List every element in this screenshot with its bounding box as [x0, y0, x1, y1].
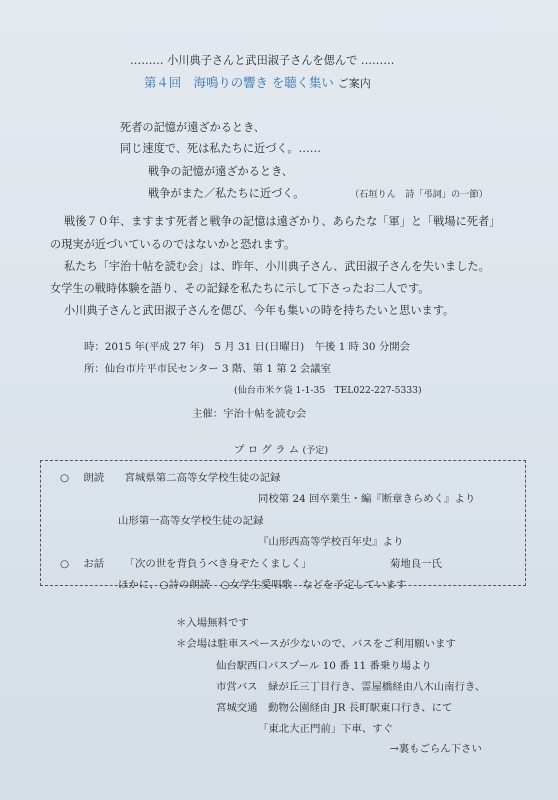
poem-line-1: 死者の記憶が遠ざかるとき、 — [120, 121, 265, 134]
body-paragraph-1-cont: の現実が近づいているのではないかと恐れます。 — [50, 238, 296, 251]
event-title — [144, 73, 371, 91]
program-item-2-label: お話 — [83, 558, 105, 570]
event-title-text: 第４回 海鳴りの響き を聴く集い — [144, 75, 334, 90]
poem-citation: （石垣りん 詩「弔詞」の一節） — [350, 189, 488, 200]
program-item-2-line2: ほかに、○詩の朗読 ○女学生愛唱歌 などを予定しています — [118, 579, 407, 591]
program-item-1-line4: 『山形西高等学校百年史』より — [258, 536, 404, 548]
program-heading-text: プ ロ グ ラ ム — [234, 444, 300, 456]
note-city-bus: 市営バス 緑が丘三丁目行き、霊屋橋経由八木山南行き、 — [216, 681, 486, 693]
program-item-2-marker: ○ — [60, 558, 70, 570]
note-admission: ＊入場無料です — [176, 617, 249, 629]
event-time: 時：2015 年(平成 27 年) 5 月 31 日(日曜日) 午後 1 時 30 分開会 — [84, 341, 410, 353]
program-item-1-label: 朗読 — [83, 472, 105, 484]
body-paragraph-1: 戦後７０年、ますます死者と戦争の記憶は遠ざかり、あらたな「軍」と「戦場に死者」 — [64, 215, 501, 228]
body-paragraph-3: 小川典子さんと武田淑子さんを偲び、今年も集いの時を持ちたいと思います。 — [64, 304, 455, 317]
event-address: (仙台市米ケ袋 1-1-35 TEL022-227-5333) — [234, 385, 422, 396]
poem-line-3: 戦争の記憶が遠ざかるとき、 — [148, 165, 293, 178]
body-paragraph-2-cont: 女学生の戦時体験を語り、その記録を私たちに示して下さったお二人です。 — [50, 282, 430, 295]
program-heading-note: (予定) — [302, 445, 329, 456]
program-item-1-marker: ○ — [60, 472, 70, 484]
program-item-talk — [60, 555, 312, 570]
event-place: 所：仙台市片平市民センター 3 階、第 1 第 2 会議室 — [84, 363, 332, 375]
program-item-reading — [60, 469, 280, 484]
program-item-1-line3: 山形第一高等女学校生徒の記録 — [118, 515, 264, 527]
event-title-suffix: ご案内 — [337, 77, 371, 90]
program-item-1-line1: 宮城県第二高等女学校生徒の記録 — [124, 472, 281, 484]
body-paragraph-2: 私たち「宇治十帖を読む会」は、昨年、小川典子さん、武田淑子さんを失いました。 — [64, 260, 490, 273]
note-overleaf: →裏もごらん下さい — [390, 743, 482, 755]
note-parking: ＊会場は駐車スペースが少ないので、バスをご利用願います — [176, 638, 456, 650]
program-heading — [234, 441, 328, 456]
program-item-2-speaker: 菊地良一氏 — [390, 558, 442, 570]
poem-line-2: 同じ速度で、死は私たちに近づく。…… — [120, 142, 321, 155]
note-bus-pool: 仙台駅西口バスプール 10 番 11 番乗り場より — [216, 660, 432, 672]
program-item-2-line1: 「次の世を背負うべき身ぞたくましく」 — [124, 558, 312, 570]
note-bus-stop: 「東北大正門前」下車、すぐ — [258, 723, 394, 735]
event-host: 主催：宇治十帖を読む会 — [192, 408, 307, 420]
dedication-line: ……… 小川典子さんと武田淑子さんを偲んで ……… — [130, 54, 395, 67]
note-miyagi-bus: 宮城交通 動物公園経由 JR 長町駅東口行き、にて — [216, 702, 453, 714]
program-item-1-line2: 同校第 24 回卒業生・編『断章きらめく』より — [258, 493, 476, 505]
poem-line-4: 戦争がまた／私たちに近づく。 — [148, 187, 305, 200]
